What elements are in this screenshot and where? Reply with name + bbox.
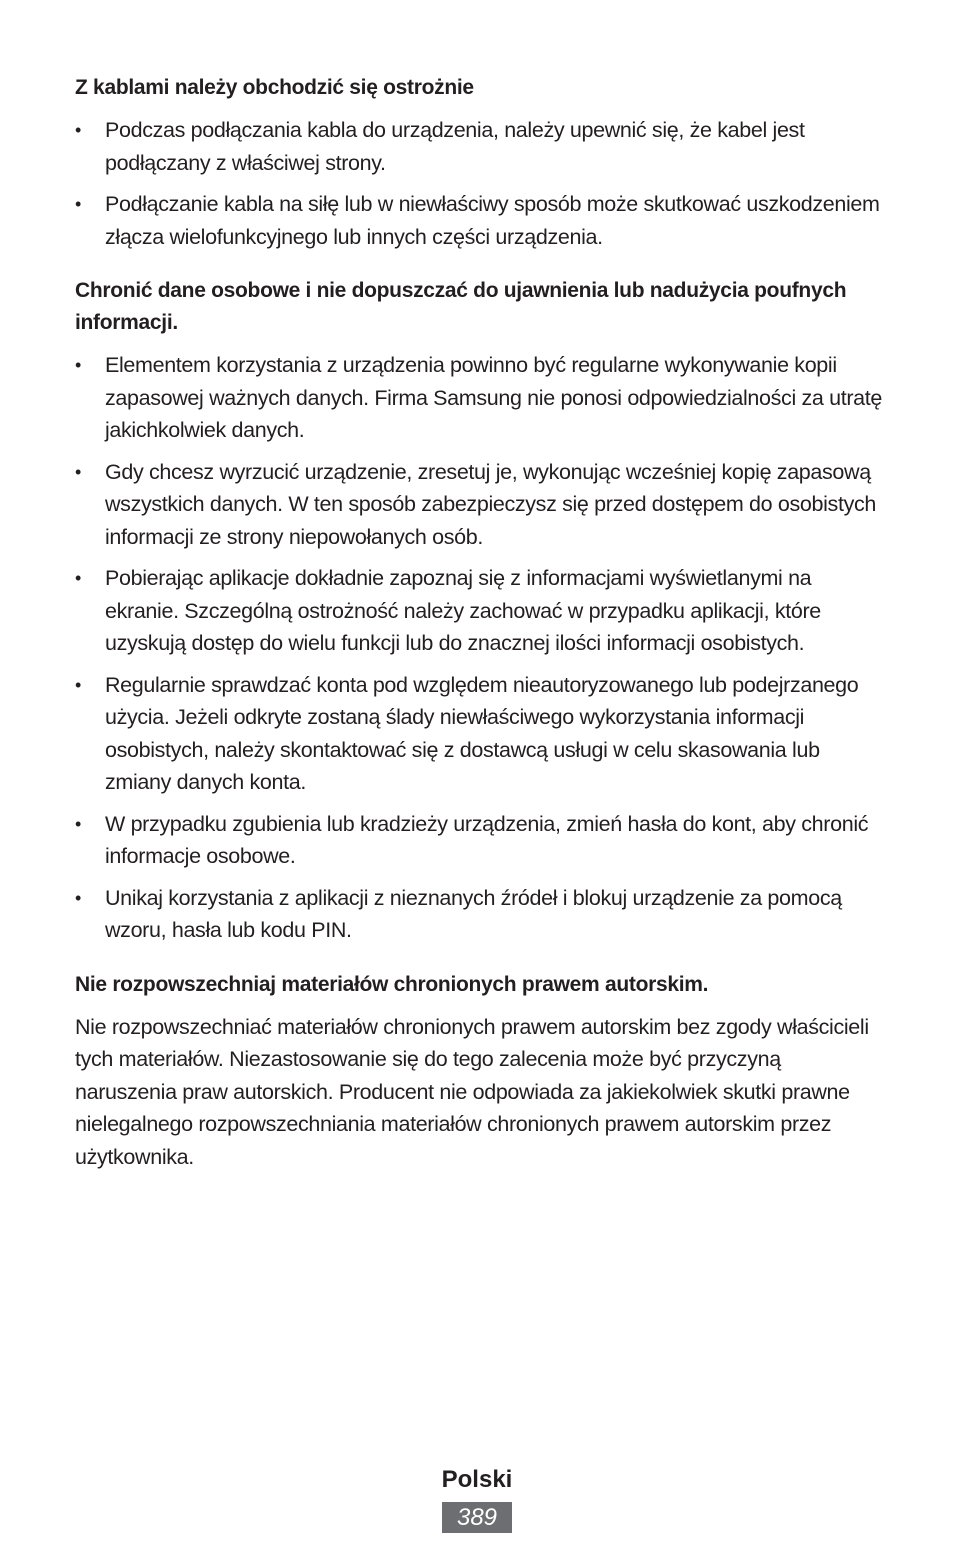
footer-language: Polski: [441, 1466, 513, 1493]
list-item: [75, 456, 885, 554]
list-item-text: Unikaj korzystania z aplikacji z nieznanych źródeł i blokuj urządzenie za pomocą wzoru, hasła lub kodu PIN.: [105, 885, 842, 942]
list-item-text: Elementem korzystania z urządzenia powinno być regularne wykonywanie kopii zapasowej ważnych danych. Firma Samsung nie ponosi odpowiedzialności za utratę jakichkolwiek danych.: [105, 353, 882, 442]
list-item: [75, 669, 885, 799]
section-copyright: [75, 969, 885, 1174]
bullet-icon: •: [75, 461, 81, 482]
section-cables: [75, 72, 885, 253]
bullet-icon: •: [75, 813, 81, 834]
section-heading: Nie rozpowszechniaj materiałów chronionych prawem autorskim.: [75, 972, 709, 996]
section-heading: Chronić dane osobowe i nie dopuszczać do ujawnienia lub nadużycia poufnych informacji.: [75, 279, 847, 334]
list-item: [75, 114, 885, 179]
section-heading: Z kablami należy obchodzić się ostrożnie: [75, 76, 474, 99]
bullet-icon: •: [75, 355, 81, 375]
page-content: [75, 72, 885, 1195]
bullet-icon: •: [75, 120, 81, 140]
list-item: [75, 882, 885, 947]
list-item: [75, 188, 885, 253]
list-item-text: Regularnie sprawdzać konta pod względem nieautoryzowanego lub podejrzanego użycia. Jeżeli odkryte zostaną ślady niewłaściwego wykorzystania informacji osobistych, należy skontaktować się z dostawcą usługi w celu skasowania lub zmiany danych konta.: [105, 672, 859, 794]
list-item-text: W przypadku zgubienia lub kradzieży urządzenia, zmień hasła do kont, aby chronić informacje osobowe.: [105, 811, 869, 868]
list-item: [75, 349, 885, 447]
page-number-badge: 389: [442, 1502, 512, 1533]
list-item: [75, 808, 885, 873]
bullet-icon: •: [75, 194, 81, 214]
bullet-icon: •: [75, 568, 81, 588]
section-personal-data: [75, 275, 885, 947]
list-item-text: Podczas podłączania kabla do urządzenia, należy upewnić się, że kabel jest podłączany z właściwej strony.: [105, 118, 805, 175]
list-item-text: Podłączanie kabla na siłę lub w niewłaściwy sposób może skutkować uszkodzeniem złącza wielofunkcyjnego lub innych części urządzenia.: [105, 192, 880, 249]
list-item: [75, 562, 885, 660]
bullet-icon: •: [75, 674, 81, 695]
section-paragraph: Nie rozpowszechniać materiałów chronionych prawem autorskim bez zgody właścicieli tych materiałów. Niezastosowanie się do tego zalecenia może być przyczyną naruszenia praw autorskich. Producent nie odpowiada za jakiekolwiek skutki prawne nielegalnego rozpowszechniania materiałów chronionych prawem autorskim przez użytkownika.: [75, 1014, 869, 1169]
page-footer: [0, 1462, 954, 1533]
bullet-list: [75, 114, 885, 253]
bullet-icon: •: [75, 887, 81, 908]
bullet-list: [75, 349, 885, 947]
list-item-text: Pobierając aplikacje dokładnie zapoznaj się z informacjami wyświetlanymi na ekranie. Szczególną ostrożność należy zachować w przypadku aplikacji, które uzyskują dostęp do wielu funkcji lub do znacznej ilości informacji osobistych.: [105, 566, 821, 655]
list-item-text: Gdy chcesz wyrzucić urządzenie, zresetuj je, wykonując wcześniej kopię zapasową wszystkich danych. W ten sposób zabezpieczysz się przed dostępem do osobistych informacji ze strony niepowołanych osób.: [105, 459, 876, 549]
